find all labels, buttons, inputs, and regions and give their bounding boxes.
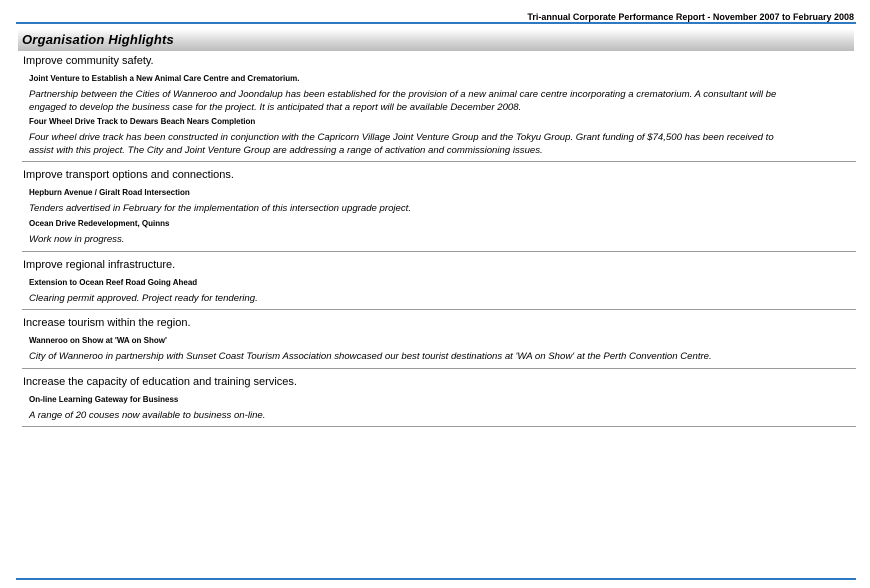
goal-title: Improve transport options and connections. [23,169,234,182]
highlight-title: On-line Learning Gateway for Business [29,394,179,404]
highlight-item [22,116,856,157]
highlight-item [22,394,856,423]
highlight-item [22,73,856,114]
header-rule [16,22,856,24]
highlights-content [22,54,856,433]
highlight-description: City of Wanneroo in partnership with Sunset Coast Tourism Association showcased our best tourist destinations at 'WA on Show' at the Perth Convention Centre. [29,351,712,363]
highlight-item [22,187,856,216]
highlight-description: Partnership between the Cities of Wanneroo and Joondalup has been established for the provision of a new animal care centre incorporating a crematorium. A consultant will be engaged to develop the business case for the project. It is anticipated that a report will be available December 2008. [29,89,777,113]
goal-transport [22,168,856,251]
highlight-description: Four wheel drive track has been constructed in conjunction with the Capricorn Village Joint Venture Group and the Tokyu Group. Grant funding of $74,500 has been received to assist with this project. The City and Joint Venture Group are addressing a range of activation and commissioning issues. [29,132,774,156]
goal-regional-infrastructure [22,258,856,311]
highlight-title: Hepburn Avenue / Giralt Road Intersection [29,188,190,198]
highlight-title: Extension to Ocean Reef Road Going Ahead [29,277,198,287]
highlight-description: Work now in progress. [29,233,125,245]
goal-community-safety [22,54,856,162]
highlight-description: Tenders advertised in February for the implementation of this intersection upgrade project. [29,203,412,215]
highlight-title: Joint Venture to Establish a New Animal Care Centre and Crematorium. [29,74,300,83]
highlight-item [22,218,856,247]
goal-title: Improve community safety. [23,55,154,67]
highlight-title: Ocean Drive Redevelopment, Quinns [29,218,170,228]
report-title: Tri-annual Corporate Performance Report - November 2007 to February 2008 [527,12,854,22]
highlight-item [22,277,856,306]
goal-education [22,375,856,428]
goal-title: Increase tourism within the region. [23,317,191,330]
highlight-description: Clearing permit approved. Project ready for tendering. [29,292,258,304]
goal-title: Increase the capacity of education and training services. [23,375,297,388]
highlight-title: Wanneroo on Show at 'WA on Show' [29,336,167,346]
goal-tourism [22,316,856,369]
highlight-item [22,335,856,364]
goal-title: Improve regional infrastructure. [23,258,176,271]
highlight-description: A range of 20 couses now available to business on-line. [29,409,266,421]
section-header-bar [18,29,854,51]
section-title: Organisation Highlights [22,32,174,47]
highlight-title: Four Wheel Drive Track to Dewars Beach Nears Completion [29,117,256,127]
footer-rule [16,578,856,580]
